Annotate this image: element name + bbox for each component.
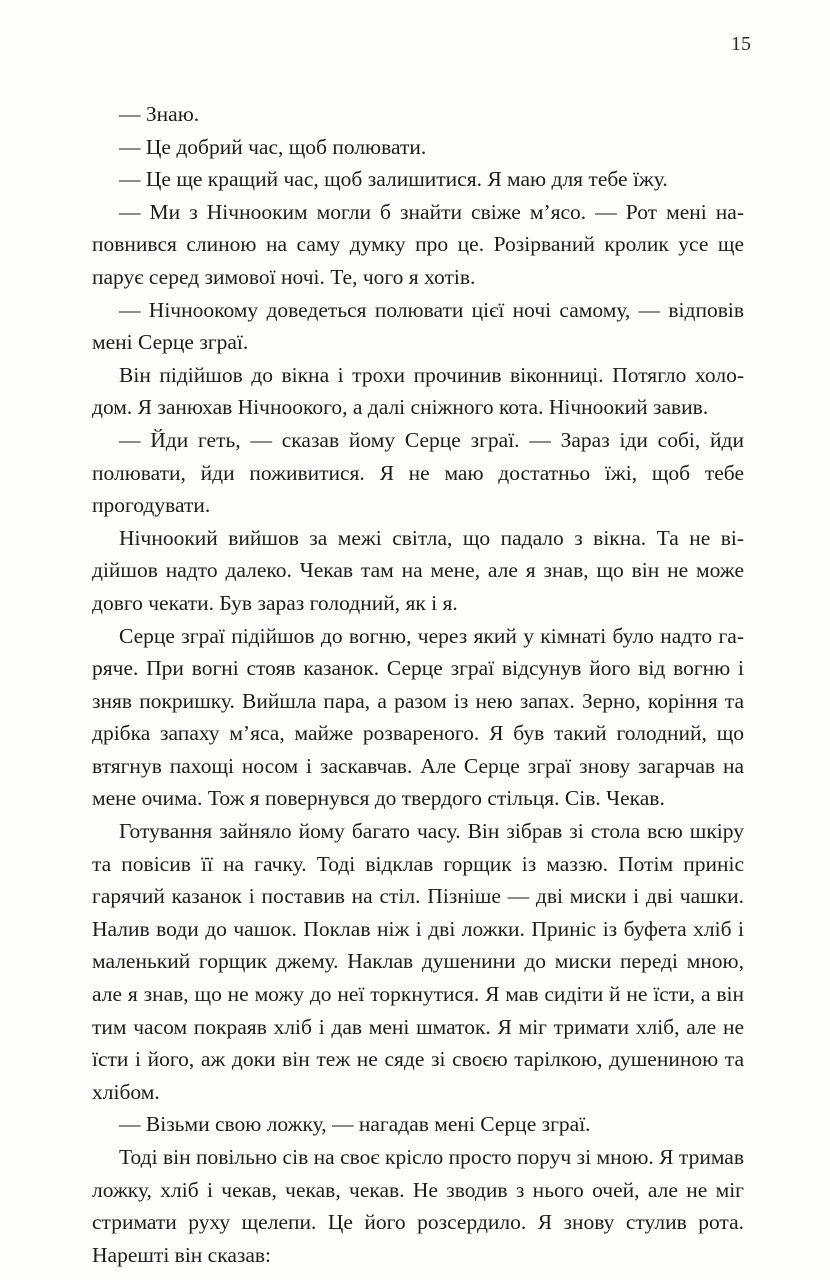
paragraph: — Візьми свою ложку, — нагадав мені Серце зграї.: [119, 1112, 591, 1137]
paragraph: — Нічноокому доведеться полювати цієї ночі самому, — відповів мені Серце зграї.: [92, 297, 744, 355]
paragraph: Він підійшов до вікна і трохи прочинив віконниці. Потягло холодом. Я занюхав Нічноокого, а далі сніжного кота. Нічноокий завив.: [92, 362, 744, 420]
body-text: [92, 98, 744, 1271]
paragraph: Готування зайняло йому багато часу. Він зібрав зі стола всю шкіру та повісив її на гачку. Тоді відклав горщик із маззю. Потім приніс гарячий казанок і поставив на стіл. Пізніше — дві миски і дві чашки. Налив води до чашок. Поклав ніж і дві ложки. Приніс із буфета хліб і маленький горщик джему. Наклав душенини до миски переді мною, але я знав, що не можу до неї торкнутися. Я мав сидіти й не їсти, а він тим часом покраяв хліб і дав мені шматок. Я міг тримати хліб, але не їсти і його, аж доки він теж не сяде зі своєю тарілкою, душениною та хлібом.: [92, 819, 744, 1104]
paragraph: — Ми з Нічнооким могли б знайти свіже м’ясо. — Рот мені наповнився слиною на саму думку про це. Розірваний кролик усе ще парує серед зимової ночі. Те, чого я хотів.: [92, 199, 744, 289]
paragraph: — Це добрий час, щоб полювати.: [119, 134, 427, 159]
page-number: 15: [731, 33, 751, 55]
paragraph: Тоді він повільно сів на своє крісло просто поруч зі мною. Я тримав ложку, хліб і чекав, чекав, чекав. Не зводив з нього очей, але не міг стримати руху щелепи. Це його розсердило. Я знову стулив рота. Нарешті він сказав:: [92, 1145, 744, 1267]
paragraph: Нічноокий вийшов за межі світла, що падало з вікна. Та не відійшов надто далеко. Чекав там на мене, але я знав, що він не може довго чекати. Був зараз голодний, як і я.: [92, 525, 744, 615]
paragraph: — Знаю.: [119, 102, 200, 126]
paragraph: — Йди геть, — сказав йому Серце зграї. — Зараз іди собі, йди полювати, йди поживитися. Я не маю достатньо їжі, щоб тебе прогодувати.: [92, 427, 744, 518]
paragraph: Серце зграї підійшов до вогню, через який у кімнаті було надто гаряче. При вогні стояв казанок. Серце зграї відсунув його від вогню і зняв покришку. Вийшла пара, а разом із нею запах. Зерно, коріння та дрібка запаху м’яса, майже розвареного. Я був такий голодний, що втягнув пахощі носом і заскавчав. Але Серце зграї знову загарчав на мене очима. Тож я повернувся до твердого стільця. Сів. Чекав.: [92, 623, 744, 811]
paragraph: — Це ще кращий час, щоб залишитися. Я маю для тебе їжу.: [119, 167, 668, 192]
